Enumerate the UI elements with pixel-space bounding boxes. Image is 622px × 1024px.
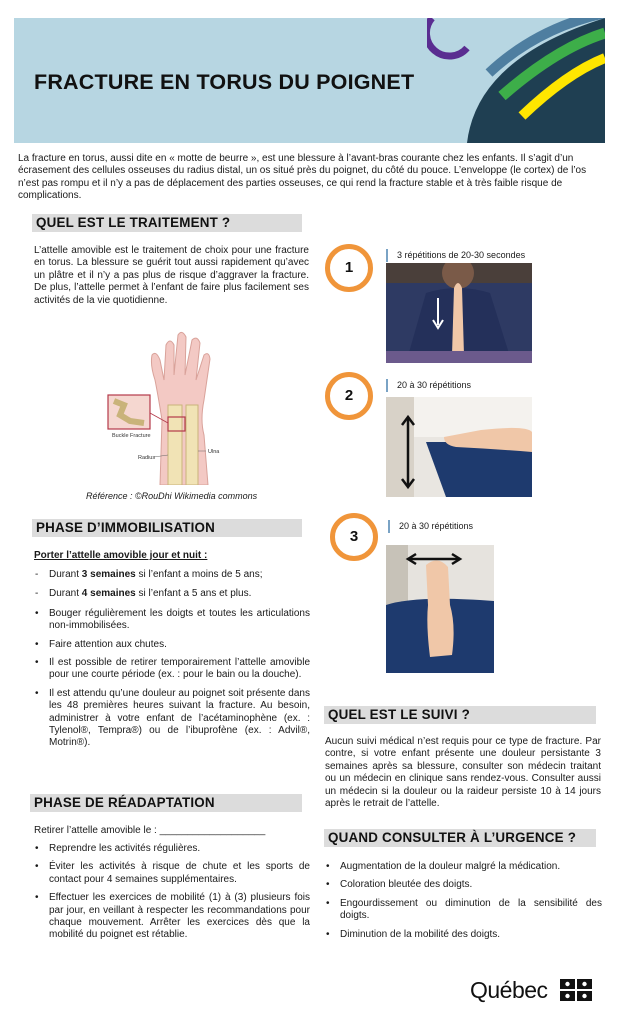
fleur-de-lis-flag-icon <box>560 979 592 1001</box>
retirer-date-line: Retirer l’attelle amovible le : ___________________ <box>34 825 266 836</box>
list-item: • Il est attendu qu’une douleur au poignet soit présente dans les 48 premières heures suivant la fracture. Au besoin, administrer à votre enfant de l’acétaminophène (ex. : Tylenol®, Tempra®) ou de l’ibuprofène (ex. : Advil®, Motrin®). <box>35 687 310 749</box>
exercise-label-2: 20 à 30 répétitions <box>386 379 471 392</box>
wrist-fracture-illustration <box>100 325 260 485</box>
buckle-fracture-label: Buckle Fracture <box>112 433 151 439</box>
radius-label: Radius <box>138 455 156 461</box>
suivi-text: Aucun suivi médical n’est requis pour ce type de fracture. Par contre, si votre enfant présente une douleur persistante 3 semaines après sa blessure, consulter son médecin traitant ou un médecin en clinique sans rendez-vous. Consulter aussi un médecin si la douleur ou la raideur persiste 10 à 14 jours après le retrait de l’attelle. <box>325 736 601 810</box>
urgence-list <box>325 861 602 947</box>
list-item: • Engourdissement ou diminution de la sensibilité des doigts. <box>326 897 602 922</box>
exercise-number-1: 1 <box>325 244 373 292</box>
ulna-label: Ulna <box>208 449 220 455</box>
section-heading-readaptation: PHASE DE RÉADAPTATION <box>30 794 302 812</box>
intro-paragraph: La fracture en torus, aussi dite en « motte de beurre », est une blessure à l’avant-bras courante chez les enfants. Il s’agit d’un écrasement des cellules osseuses du radius distal, un os situé près du poignet, du côté du pouce. L’enveloppe (le cortex) de l’os n’est pas rompu et il n’y a pas de déplacement des parties osseuses, ce qui rend la fracture stable et à très faible risque de complications. <box>18 153 587 202</box>
list-item: • Bouger régulièrement les doigts et toutes les articulations non-immobilisées. <box>35 607 310 632</box>
list-item: - Durant 4 semaines si l’enfant a 5 ans et plus. <box>35 588 252 600</box>
list-item: - Durant 3 semaines si l’enfant a moins de 5 ans; <box>35 569 263 580</box>
quebec-logo: Québec <box>470 976 595 1004</box>
section-heading-treatment: QUEL EST LE TRAITEMENT ? <box>32 214 302 232</box>
section-heading-urgence: QUAND CONSULTER À L’URGENCE ? <box>324 829 596 847</box>
exercise-number-3: 3 <box>330 513 378 561</box>
list-item: • Il est possible de retirer temporairement l’attelle amovible pour une courte période (ex. : pour le bain ou la douche). <box>35 657 310 681</box>
immobilisation-subheading: Porter l’attelle amovible jour et nuit : <box>34 550 208 561</box>
decorative-arcs <box>427 18 605 143</box>
page-title: FRACTURE EN TORUS DU POIGNET <box>34 70 415 94</box>
immobilisation-list <box>34 569 310 756</box>
readaptation-list <box>34 843 310 948</box>
list-item: • Coloration bleutée des doigts. <box>326 879 473 891</box>
section-heading-suivi: QUEL EST LE SUIVI ? <box>324 706 596 724</box>
list-item: • Éviter les activités à risque de chute et les sports de contact pour 4 semaines supplémentaires. <box>35 861 310 885</box>
list-item: • Reprendre les activités régulières. <box>35 843 201 854</box>
exercise-photo-2 <box>386 397 532 497</box>
exercise-photo-3 <box>386 545 494 673</box>
list-item: • Diminution de la mobilité des doigts. <box>326 928 501 940</box>
exercise-photo-1 <box>386 263 532 363</box>
figure-caption: Référence : ©RouDhi Wikimedia commons <box>86 491 258 501</box>
list-item: • Effectuer les exercices de mobilité (1) à (3) plusieurs fois par jour, en veillant à respecter les recommandations pour chaque mouvement. Arrêter les exercices dès que la mobilité du poignet est rétablie. <box>35 892 310 941</box>
section-heading-immobilisation: PHASE D’IMMOBILISATION <box>32 519 302 537</box>
treatment-text: L’attelle amovible est le traitement de choix pour une fracture en torus. La blessure se guérit tout aussi rapidement qu’avec un plâtre et il n’y a pas plus de risque d’aggraver la fracture. De plus, l’attelle permet à l’enfant de faire plus facilement ses activités de la vie quotidienne. <box>34 245 309 306</box>
exercise-number-2: 2 <box>325 372 373 420</box>
exercise-label-1: 3 répétitions de 20-30 secondes <box>386 249 525 262</box>
list-item: • Faire attention aux chutes. <box>35 638 167 650</box>
list-item: • Augmentation de la douleur malgré la médication. <box>326 861 561 872</box>
exercise-label-3: 20 à 30 répétitions <box>388 520 473 533</box>
header-banner <box>14 18 605 143</box>
